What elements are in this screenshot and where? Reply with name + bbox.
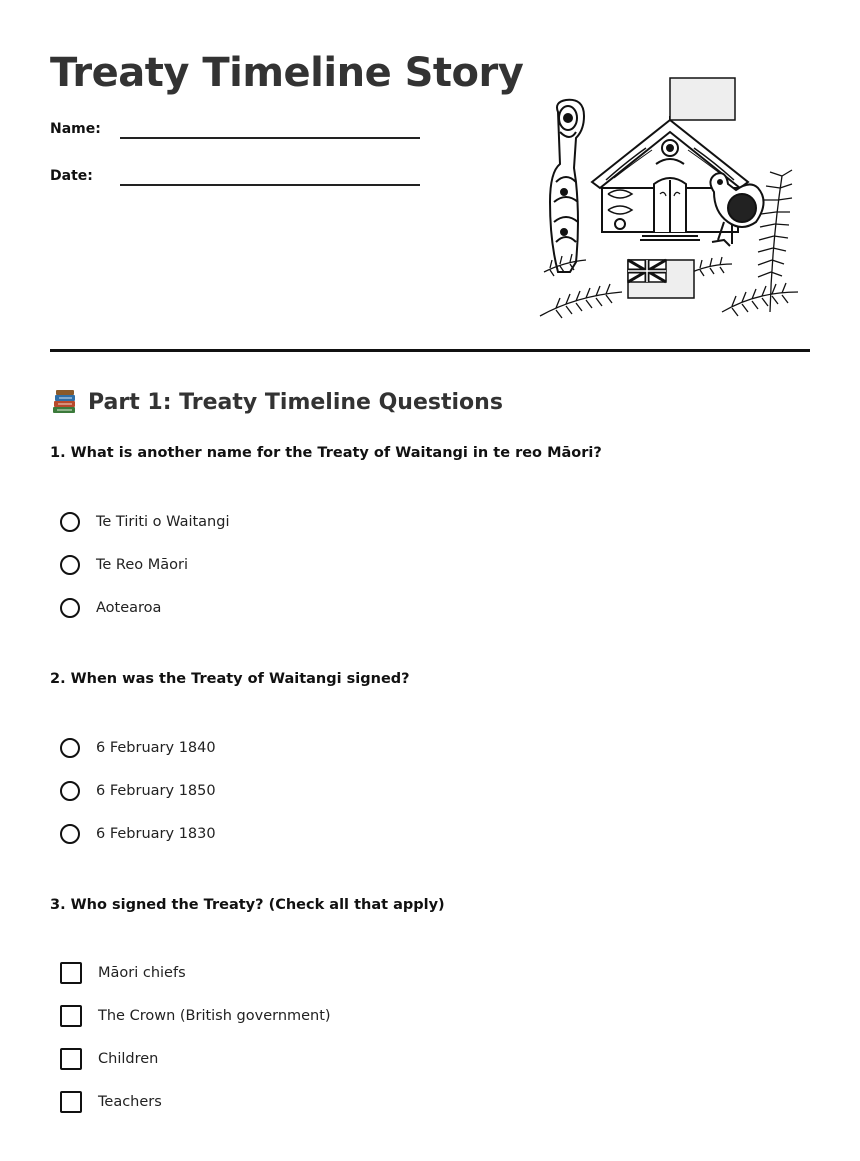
option-label: Children <box>98 1051 159 1067</box>
name-label: Name: <box>50 121 101 137</box>
q2-option-1[interactable] <box>60 735 216 761</box>
radio-button[interactable] <box>60 781 80 801</box>
option-label: Māori chiefs <box>98 965 186 981</box>
wharenui-illustration <box>536 72 808 324</box>
name-input-line[interactable] <box>120 137 420 139</box>
q3-option-3[interactable] <box>60 1046 158 1072</box>
q2-option-2[interactable] <box>60 778 216 804</box>
option-label: 6 February 1840 <box>96 740 216 756</box>
q3-option-2[interactable] <box>60 1003 331 1029</box>
section-title: Part 1: Treaty Timeline Questions <box>88 389 503 415</box>
radio-button[interactable] <box>60 824 80 844</box>
q1-option-3[interactable] <box>60 595 161 621</box>
option-label: Aotearoa <box>96 600 162 616</box>
q1-option-2[interactable] <box>60 552 188 578</box>
q3-option-1[interactable] <box>60 960 186 986</box>
section-heading <box>50 388 503 416</box>
date-input-line[interactable] <box>120 184 420 186</box>
question-1-text: 1. What is another name for the Treaty of Waitangi in te reo Māori? <box>50 445 602 461</box>
fern-icon <box>758 170 792 312</box>
q1-option-1[interactable] <box>60 509 229 535</box>
date-label: Date: <box>50 168 93 184</box>
radio-button[interactable] <box>60 738 80 758</box>
option-label: The Crown (British government) <box>98 1008 331 1024</box>
worksheet-title: Treaty Timeline Story <box>50 50 524 96</box>
radio-button[interactable] <box>60 555 80 575</box>
checkbox[interactable] <box>60 1005 82 1027</box>
question-2-text: 2. When was the Treaty of Waitangi signed? <box>50 671 410 687</box>
q2-option-3[interactable] <box>60 821 216 847</box>
option-label: 6 February 1850 <box>96 783 216 799</box>
checkbox[interactable] <box>60 1048 82 1070</box>
option-label: Te Tiriti o Waitangi <box>96 514 230 530</box>
carved-pou-icon <box>550 100 584 272</box>
radio-button[interactable] <box>60 512 80 532</box>
option-label: Te Reo Māori <box>96 557 189 573</box>
union-flag-icon <box>628 260 694 298</box>
books-icon <box>50 388 78 416</box>
checkbox[interactable] <box>60 962 82 984</box>
q3-option-4[interactable] <box>60 1089 162 1115</box>
option-label: Teachers <box>98 1094 162 1110</box>
question-3-text: 3. Who signed the Treaty? (Check all that apply) <box>50 897 445 913</box>
option-label: 6 February 1830 <box>96 826 216 842</box>
header-divider <box>50 349 810 352</box>
radio-button[interactable] <box>60 598 80 618</box>
checkbox[interactable] <box>60 1091 82 1113</box>
